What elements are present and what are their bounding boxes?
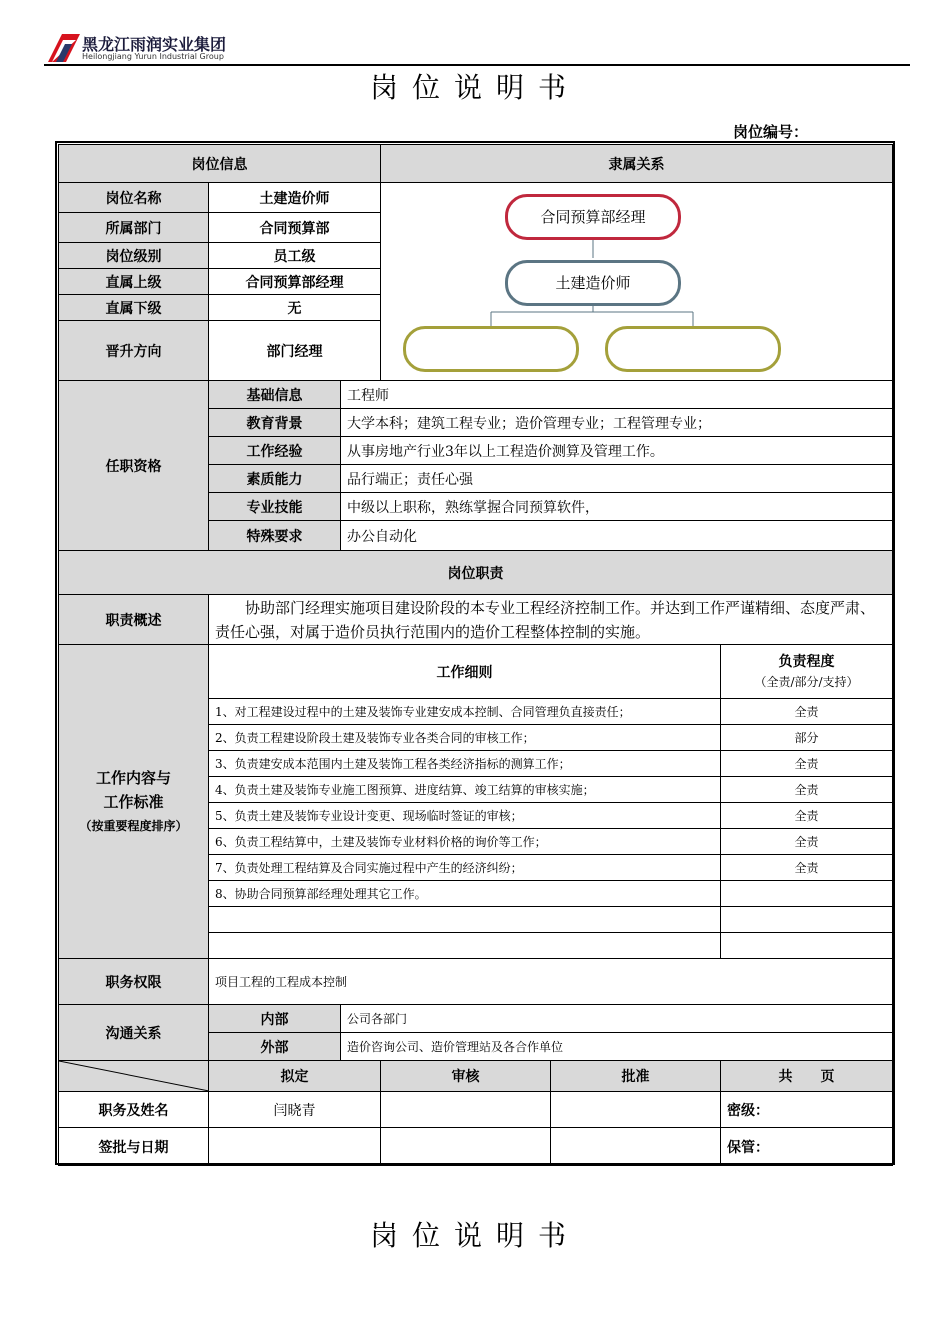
detail-header: 工作细则 <box>209 645 721 699</box>
qualification-item-value: 工程师 <box>341 381 893 409</box>
external-label: 外部 <box>209 1033 341 1061</box>
review-header: 审核 <box>381 1061 551 1092</box>
degree-header-sub: （全责/部分/支持） <box>754 674 859 689</box>
info-section-header: 岗位信息 <box>59 145 381 183</box>
document-title: 岗位说明书 <box>369 71 580 104</box>
qualification-item-value: 大学本科；建筑工程专业；造价管理专业；工程管理专业； <box>341 409 893 437</box>
internal-value: 公司各部门 <box>341 1005 893 1033</box>
work-content-label <box>59 645 209 959</box>
authority-label: 职务权限 <box>59 959 209 1005</box>
info-label: 直属上级 <box>59 269 209 295</box>
info-value: 部门经理 <box>209 321 381 381</box>
qualification-item-value: 从事房地产行业3年以上工程造价测算及管理工作。 <box>341 437 893 465</box>
duty-item: 4、负责土建及装饰专业施工图预算、进度结算、竣工结算的审核实施； <box>209 777 721 803</box>
review-sign-date <box>381 1128 551 1166</box>
duty-item: 5、负责土建及装饰专业设计变更、现场临时签证的审核； <box>209 803 721 829</box>
draft-sign-date <box>209 1128 381 1166</box>
duty-degree: 全责 <box>721 829 893 855</box>
qualification-item-label: 工作经验 <box>209 437 341 465</box>
org-chart <box>381 183 893 381</box>
duty-summary-text: 协助部门经理实施项目建设阶段的本专业工程经济控制工作。并达到工作严谨精细、态度严肃、责任心强，对属于造价员执行范围内的造价工程整体控制的实施。 <box>209 595 893 645</box>
external-value: 造价咨询公司、造价管理站及各合作单位 <box>341 1033 893 1061</box>
qualification-item-value: 品行端正；责任心强 <box>341 465 893 493</box>
duty-item: 2、负责工程建设阶段土建及装饰专业各类合同的审核工作； <box>209 725 721 751</box>
info-value: 合同预算部经理 <box>209 269 381 295</box>
info-label: 岗位名称 <box>59 183 209 213</box>
info-value: 合同预算部 <box>209 213 381 243</box>
diagonal-cell <box>59 1061 209 1092</box>
duty-item: 6、负责工程结算中，土建及装饰专业材料价格的询价等工作； <box>209 829 721 855</box>
authority-value: 项目工程的工程成本控制 <box>209 959 893 1005</box>
work-content-label-2: 工作标准 <box>103 792 164 811</box>
info-value: 土建造价师 <box>209 183 381 213</box>
duty-degree: 全责 <box>721 751 893 777</box>
draft-header: 拟定 <box>209 1061 381 1092</box>
diagonal-line <box>59 1061 209 1091</box>
duty-degree: 部分 <box>721 725 893 751</box>
duty-summary-label: 职责概述 <box>59 595 209 645</box>
pages-header: 共 页 <box>721 1061 893 1092</box>
org-node-current-post: 土建造价师 <box>505 260 681 306</box>
qualification-label: 任职资格 <box>59 381 209 551</box>
qualification-item-value: 办公自动化 <box>341 521 893 551</box>
secret-level-label: 密级： <box>721 1092 893 1128</box>
duties-section-header: 岗位职责 <box>59 551 893 595</box>
degree-header-title: 负责程度 <box>778 653 835 670</box>
degree-header <box>721 645 893 699</box>
duty-degree <box>721 933 893 959</box>
org-node-subordinate-right <box>605 326 781 372</box>
duty-degree: 全责 <box>721 699 893 725</box>
info-label: 岗位级别 <box>59 243 209 269</box>
qualification-item-value: 中级以上职称，熟练掌握合同预算软件， <box>341 493 893 521</box>
company-name-en: Heilongjiang Yurun Industrial Group <box>82 52 224 61</box>
company-logo-icon <box>48 32 80 62</box>
qualification-item-label: 基础信息 <box>209 381 341 409</box>
info-label: 直属下级 <box>59 295 209 321</box>
company-name-cn: 黑龙江雨润实业集团 <box>82 35 227 54</box>
duty-degree: 全责 <box>721 803 893 829</box>
duty-item <box>209 933 721 959</box>
approver-name <box>551 1092 721 1128</box>
relation-section-header: 隶属关系 <box>381 145 893 183</box>
duty-degree: 全责 <box>721 855 893 881</box>
duty-item: 7、负责处理工程结算及合同实施过程中产生的经济纠纷； <box>209 855 721 881</box>
duty-item <box>209 907 721 933</box>
approve-sign-date <box>551 1128 721 1166</box>
company-header <box>44 30 910 66</box>
qualification-item-label: 特殊要求 <box>209 521 341 551</box>
org-node-subordinate-left <box>403 326 579 372</box>
duty-item: 1、对工程建设过程中的土建及装饰专业建安成本控制、合同管理负直接责任； <box>209 699 721 725</box>
approve-header: 批准 <box>551 1061 721 1092</box>
qualification-item-label: 专业技能 <box>209 493 341 521</box>
keeper-label: 保管： <box>721 1128 893 1166</box>
document-title-next-page: 岗位说明书 <box>369 1219 580 1252</box>
duty-item: 3、负责建安成本范围内土建及装饰工程各类经济指标的测算工作； <box>209 751 721 777</box>
info-value: 无 <box>209 295 381 321</box>
internal-label: 内部 <box>209 1005 341 1033</box>
communication-label: 沟通关系 <box>59 1005 209 1061</box>
duty-degree: 全责 <box>721 777 893 803</box>
org-node-manager: 合同预算部经理 <box>505 194 681 240</box>
info-label: 所属部门 <box>59 213 209 243</box>
duty-item: 8、协助合同预算部经理处理其它工作。 <box>209 881 721 907</box>
qualification-item-label: 教育背景 <box>209 409 341 437</box>
duty-degree <box>721 907 893 933</box>
info-label: 晋升方向 <box>59 321 209 381</box>
sign-date-label: 签批与日期 <box>59 1128 209 1166</box>
info-value: 员工级 <box>209 243 381 269</box>
job-description-form <box>58 144 893 1166</box>
qualification-item-label: 素质能力 <box>209 465 341 493</box>
duty-degree <box>721 881 893 907</box>
drafter-name: 闫晓青 <box>209 1092 381 1128</box>
work-content-label-3: （按重要程度排序） <box>79 818 188 833</box>
work-content-label-1: 工作内容与 <box>95 768 171 787</box>
reviewer-name <box>381 1092 551 1128</box>
post-number-label: 岗位编号： <box>733 123 809 141</box>
name-label: 职务及姓名 <box>59 1092 209 1128</box>
